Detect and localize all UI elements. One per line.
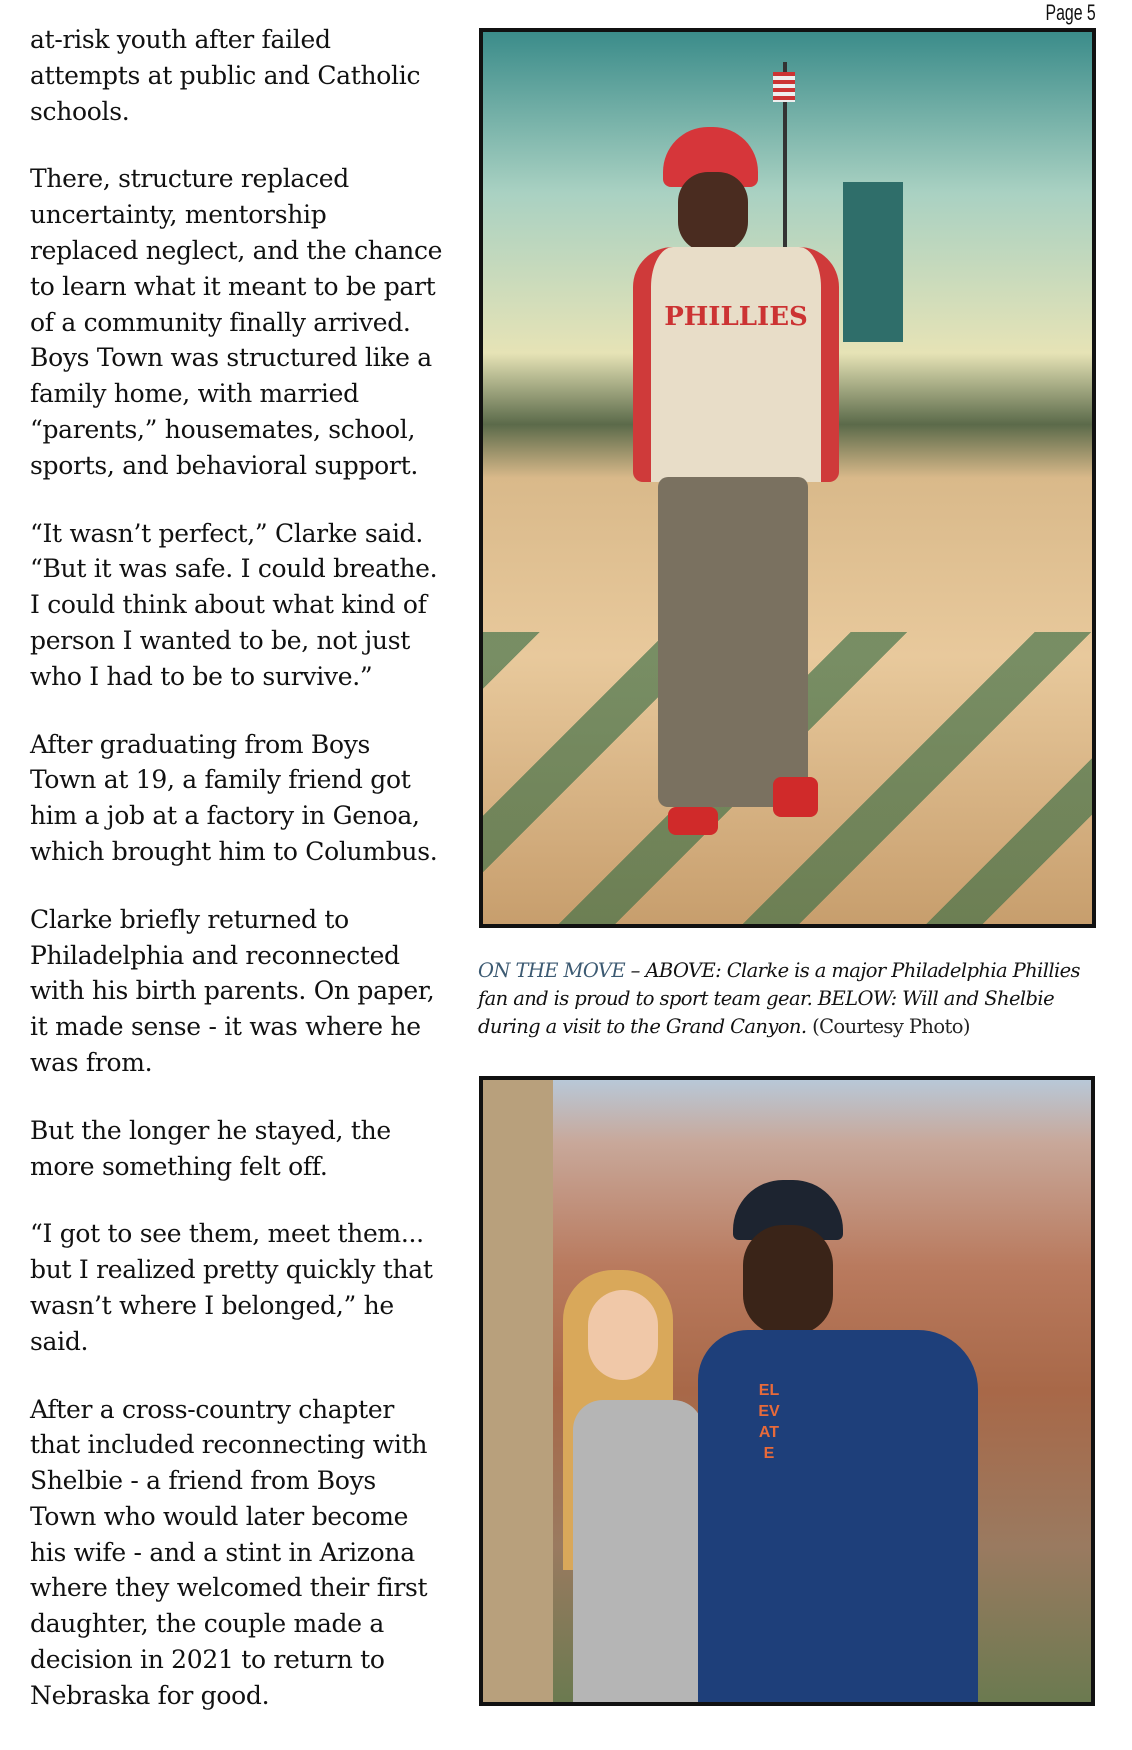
rock-wall: [483, 1080, 553, 1706]
pants: [658, 477, 808, 807]
text-line: with his birth parents. On paper,: [30, 976, 435, 1006]
face: [678, 172, 748, 252]
left-shoe: [668, 807, 718, 835]
text-line: daughter, the couple made a: [30, 1609, 384, 1639]
skyline: [843, 182, 903, 342]
text-line: But the longer he stayed, the: [30, 1115, 391, 1145]
text-line: “I got to see them, meet them...: [30, 1219, 424, 1249]
text-line: “It wasn’t perfect,” Clarke said.: [30, 518, 423, 548]
photo-will-and-shelbie: [479, 1076, 1095, 1706]
text-line: “parents,” housemates, school,: [30, 414, 416, 444]
article-paragraph: [30, 22, 470, 129]
text-line: attempts at public and Catholic: [30, 60, 421, 90]
caption-credit: (Courtesy Photo): [806, 1015, 970, 1038]
text-line: family home, with married: [30, 379, 359, 409]
will-face: [743, 1225, 833, 1335]
text-line: at-risk youth after failed: [30, 25, 331, 54]
text-line: Town who would later become: [30, 1501, 409, 1531]
text-line: After a cross-country chapter: [30, 1394, 394, 1424]
text-line: After graduating from Boys: [30, 729, 371, 759]
text-line: said.: [30, 1326, 89, 1356]
shelbie-shirt: [573, 1400, 703, 1706]
article-paragraph: [30, 902, 470, 1081]
text-line: but I realized pretty quickly that: [30, 1255, 433, 1285]
article-paragraph: [30, 1216, 470, 1359]
text-line: There, structure replaced: [30, 164, 349, 194]
text-line: him a job at a factory in Genoa,: [30, 801, 420, 831]
photo-clarke-phillies: [479, 28, 1096, 928]
text-line: replaced neglect, and the chance: [30, 235, 443, 265]
text-line: his wife - and a stint in Arizona: [30, 1537, 415, 1567]
photo-caption: [478, 957, 1098, 1041]
shirt-text: ELEVATE: [758, 1382, 780, 1462]
article-column: [30, 22, 470, 1746]
text-line: Clarke briefly returned to: [30, 904, 349, 934]
phillies-shirt: [633, 247, 839, 482]
text-line: who I had to be to survive.”: [30, 661, 373, 691]
flag: [773, 72, 795, 102]
text-line: Town at 19, a family friend got: [30, 765, 411, 795]
text-line: wasn’t where I belonged,” he: [30, 1290, 394, 1320]
text-line: sports, and behavioral support.: [30, 450, 418, 480]
text-line: to learn what it meant to be part: [30, 271, 436, 301]
text-line: of a community finally arrived.: [30, 307, 411, 337]
article-paragraph: [30, 1392, 470, 1714]
shirt-text: PHILLIES: [664, 302, 808, 332]
text-line: it made sense - it was where he: [30, 1012, 421, 1042]
shelbie-face: [588, 1290, 658, 1380]
text-line: more something felt off.: [30, 1151, 328, 1181]
right-shoe: [773, 777, 818, 817]
text-line: Boys Town was structured like a: [30, 343, 432, 373]
caption-text: ABOVE: Clarke is a major Philadelphia Phillies fan and is proud to sport team gear. BELOW: Will and Shelbie during a visit to the Grand Canyon.: [478, 959, 1080, 1038]
text-line: Nebraska for good.: [30, 1680, 270, 1710]
page-number: Page 5: [1045, 0, 1096, 25]
text-line: schools.: [30, 96, 130, 126]
text-line: I could think about what kind of: [30, 590, 427, 620]
caption-kicker: ON THE MOVE: [478, 959, 626, 982]
text-line: where they welcomed their first: [30, 1573, 428, 1603]
will-shirt: [698, 1330, 978, 1706]
text-line: was from.: [30, 1047, 153, 1077]
article-paragraph: [30, 727, 470, 870]
article-paragraph: [30, 161, 470, 483]
caption-separator: –: [625, 959, 646, 982]
text-line: which brought him to Columbus.: [30, 836, 438, 866]
text-line: person I wanted to be, not just: [30, 625, 411, 655]
text-line: “But it was safe. I could breathe.: [30, 554, 438, 584]
article-paragraph: [30, 516, 470, 695]
text-line: Shelbie - a friend from Boys: [30, 1466, 376, 1496]
text-line: that included reconnecting with: [30, 1430, 428, 1460]
text-line: uncertainty, mentorship: [30, 200, 327, 230]
text-line: decision in 2021 to return to: [30, 1645, 385, 1675]
article-paragraph: [30, 1113, 470, 1185]
text-line: Philadelphia and reconnected: [30, 940, 400, 970]
